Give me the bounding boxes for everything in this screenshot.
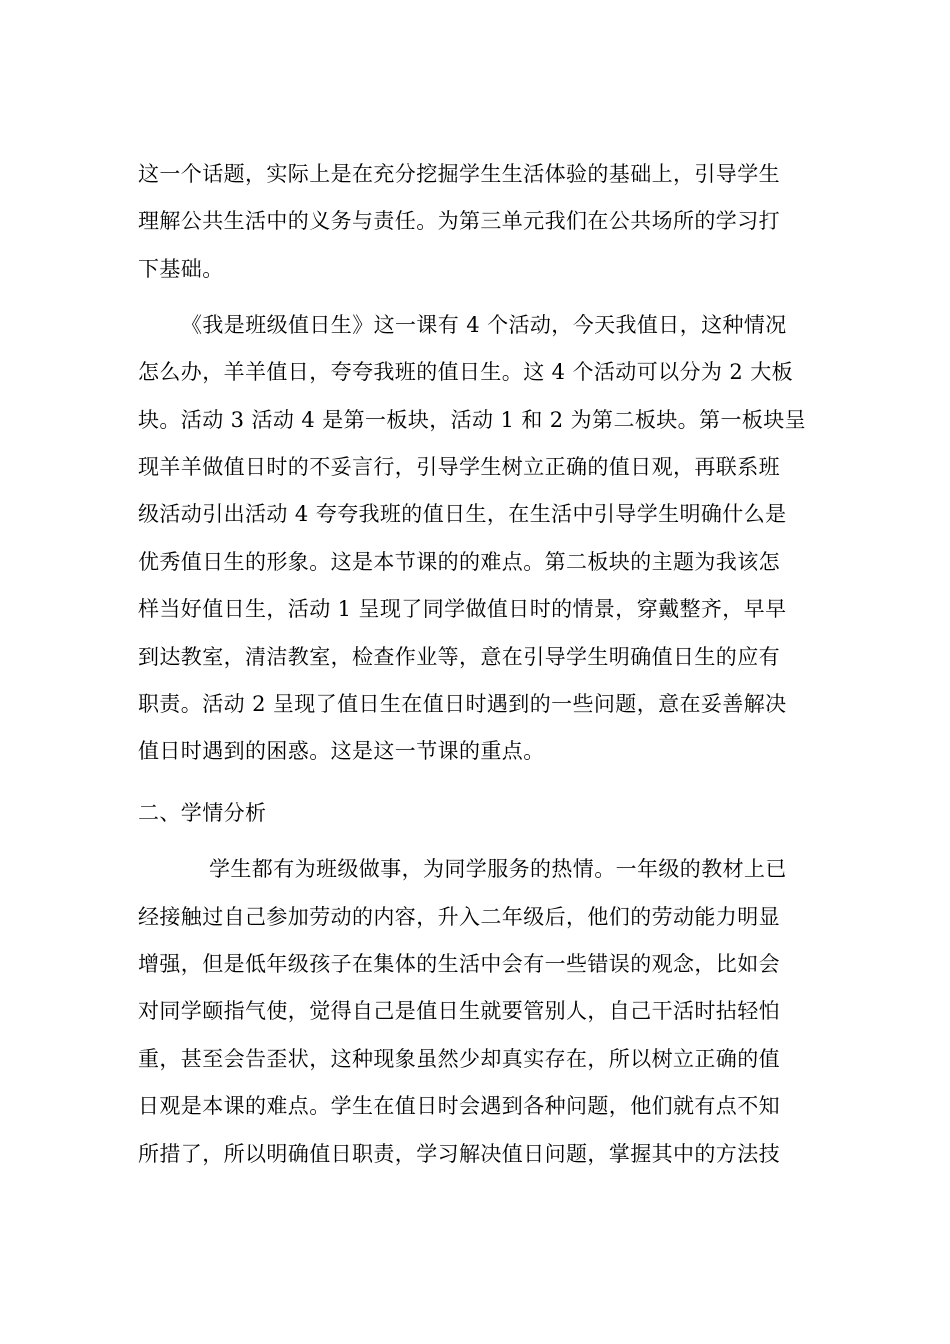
text-line: 所措了，所以明确值日职责，学习解决值日问题，掌握其中的方法技 (138, 1142, 780, 1166)
text-line: 到达教室，清洁教室，检查作业等，意在引导学生明确值日生的应有 (138, 645, 780, 669)
text-line: 样当好值日生，活动 1 呈现了同学做值日时的情景，穿戴整齐，早早 (138, 597, 787, 621)
text-line: 理解公共生活中的义务与责任。为第三单元我们在公共场所的学习打 (138, 209, 780, 233)
text-line: 怎么办，羊羊值日，夸夸我班的值日生。这 4 个活动可以分为 2 大板 (138, 360, 794, 384)
text-line: 下基础。 (138, 257, 224, 281)
text-line: 职责。活动 2 呈现了值日生在值日时遇到的一些问题，意在妥善解决 (138, 692, 787, 716)
text-line: 现羊羊做值日时的不妥言行，引导学生树立正确的值日观，再联系班 (138, 455, 780, 479)
text-line: 这一个话题，实际上是在充分挖掘学生生活体验的基础上，引导学生 (138, 162, 780, 186)
text-line: 对同学颐指气使，觉得自己是值日生就要管别人，自己干活时拈轻怕 (138, 999, 780, 1023)
text-line: 增强，但是低年级孩子在集体的生活中会有一些错误的观念，比如会 (138, 952, 780, 976)
text-line: 级活动引出活动 4 夸夸我班的值日生，在生活中引导学生明确什么是 (138, 502, 787, 526)
text-line: 《我是班级值日生》这一课有 4 个活动，今天我值日，这种情况 (181, 313, 787, 337)
text-line: 块。活动 3 活动 4 是第一板块，活动 1 和 2 为第二板块。第一板块呈 (138, 408, 807, 432)
text-line: 学生都有为班级做事，为同学服务的热情。一年级的教材上已 (209, 857, 787, 881)
text-line: 优秀值日生的形象。这是本节课的的难点。第二板块的主题为我该怎 (138, 550, 780, 574)
text-line: 日观是本课的难点。学生在值日时会遇到各种问题，他们就有点不知 (138, 1094, 780, 1118)
text-line: 值日时遇到的困惑。这是这一节课的重点。 (138, 739, 545, 763)
text-line: 经接触过自己参加劳动的内容，升入二年级后，他们的劳动能力明显 (138, 905, 780, 929)
text-line: 重，甚至会告歪状，这种现象虽然少却真实存在，所以树立正确的值 (138, 1047, 780, 1071)
section-heading: 二、学情分析 (138, 801, 267, 825)
